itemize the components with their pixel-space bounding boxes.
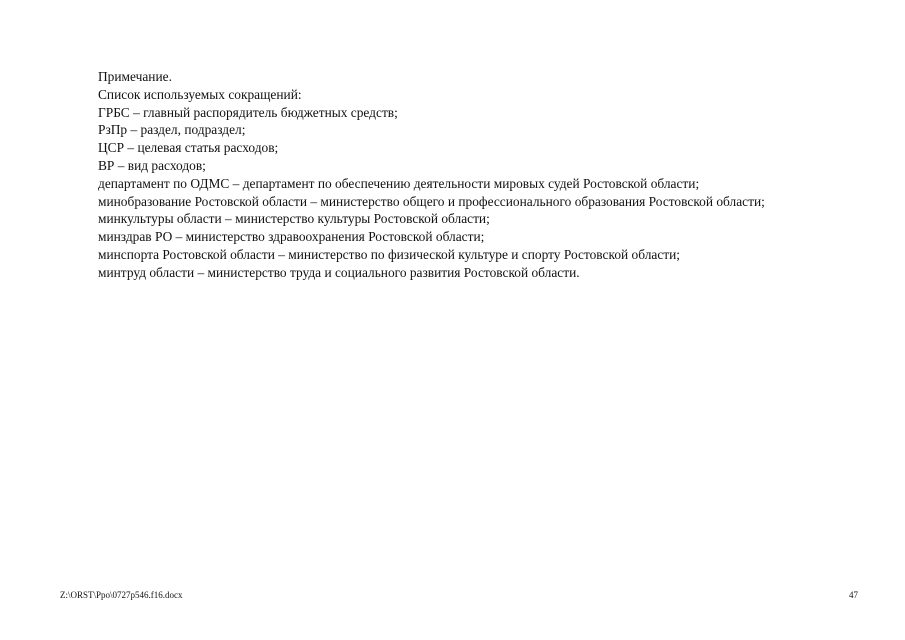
abbreviation-tssr: ЦСР – целевая статья расходов; <box>98 140 279 156</box>
abbreviation-vr: ВР – вид расходов; <box>98 157 206 173</box>
abbreviation-rzpr: РзПр – раздел, подраздел; <box>98 122 246 138</box>
page-number: 47 <box>849 590 858 600</box>
notes-section <box>98 68 888 282</box>
abbreviation-minkultury: минкультуры области – министерство культуры Ростовской области; <box>98 211 490 227</box>
abbreviation-minsporta: минспорта Ростовской области – министерство по физической культуре и спорту Ростовской области; <box>98 246 681 262</box>
notes-heading: Примечание. <box>98 69 172 84</box>
abbreviation-minzdrav: минздрав РО – министерство здравоохранения Ростовской области; <box>98 229 485 245</box>
abbreviation-odms: департамент по ОДМС – департамент по обеспечению деятельности мировых судей Ростовской области; <box>98 175 700 191</box>
footer-file-path: Z:\ORST\Ppo\0727p546.f16.docx <box>60 590 183 600</box>
abbreviations-intro: Список используемых сокращений: <box>98 86 302 102</box>
abbreviation-mintrud: минтруд области – министерство труда и социального развития Ростовской области. <box>98 264 580 280</box>
abbreviation-grbs: ГРБС – главный распорядитель бюджетных средств; <box>98 104 398 120</box>
abbreviation-minobrazovanie: минобразование Ростовской области – министерство общего и профессионального образования Ростовской области; <box>98 193 765 209</box>
